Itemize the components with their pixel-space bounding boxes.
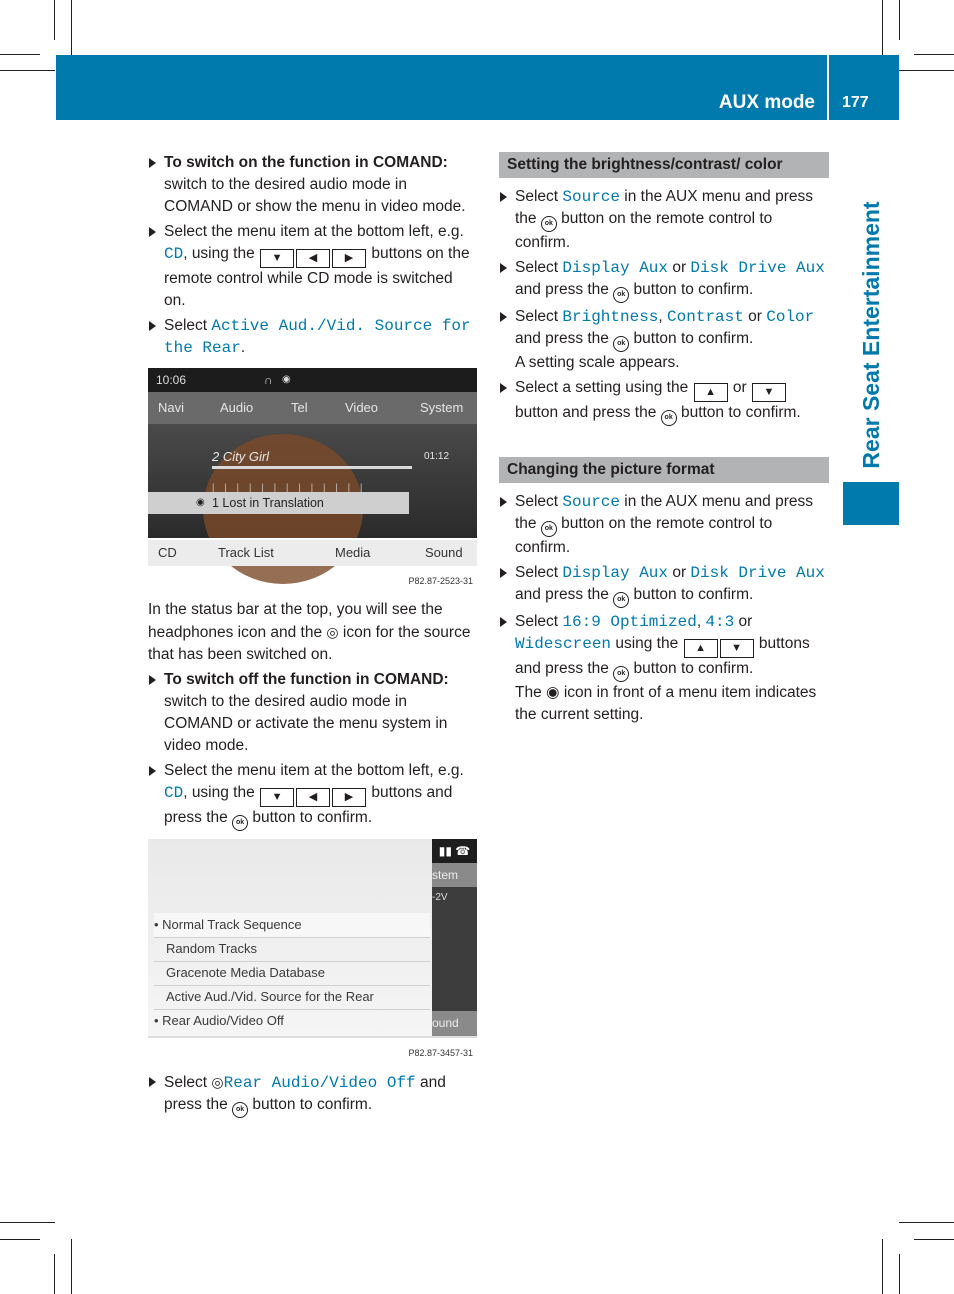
bottom-sound: Sound xyxy=(425,545,463,560)
up-key-icon: ▲ xyxy=(694,383,728,402)
screenshot-audio-cd xyxy=(148,368,477,588)
step-select-setting xyxy=(499,377,829,426)
crop-mark xyxy=(914,1239,954,1240)
step-select-source-2 xyxy=(499,491,829,559)
crop-mark xyxy=(899,0,900,40)
bottom-media: Media xyxy=(335,545,371,560)
menu-video: Video xyxy=(345,400,379,415)
step-text: button to confirm. xyxy=(629,586,754,603)
menu-item-widescreen: Widescreen xyxy=(515,635,612,653)
bottom-cd: CD xyxy=(158,545,177,560)
chapter-title: AUX mode xyxy=(718,92,815,113)
menu-active-source: Active Aud./Vid. Source for the Rear xyxy=(154,985,430,1010)
crop-mark xyxy=(71,1239,72,1294)
ok-button-icon: ok xyxy=(613,666,629,682)
ok-button-icon: ok xyxy=(541,521,557,537)
sound-tab-partial: ound xyxy=(432,1011,477,1036)
para-text: In the status bar at the top, you will see the headphones icon and the xyxy=(148,601,443,641)
background-partial: -2V xyxy=(432,887,477,1011)
step-switch-on xyxy=(148,152,478,218)
step-text: Select xyxy=(515,493,563,510)
step-text: button to confirm. xyxy=(629,281,754,298)
crop-mark xyxy=(54,0,55,40)
step-rear-audio-off xyxy=(148,1071,478,1118)
step-text: . xyxy=(240,339,246,356)
step-text: Select xyxy=(515,564,563,581)
progress-ticks: ||||||||||||| xyxy=(212,482,373,492)
phone-icon: ▮▮ ☎ xyxy=(432,839,477,863)
menu-normal-track-sequence: • Normal Track Sequence xyxy=(154,913,430,938)
menu-rear-audio-off: • Rear Audio/Video Off xyxy=(154,1013,284,1028)
crop-mark xyxy=(914,54,954,55)
page-header xyxy=(56,55,899,120)
menu-random-tracks: Random Tracks xyxy=(154,937,430,962)
crop-mark xyxy=(71,0,72,55)
left-key-icon: ◀ xyxy=(296,249,330,268)
section-heading-brightness: Setting the brightness/contrast/ color xyxy=(499,152,829,178)
page-number: 177 xyxy=(842,94,869,111)
ok-button-icon: ok xyxy=(613,336,629,352)
background-screen xyxy=(432,839,477,1036)
crop-mark xyxy=(0,1239,40,1240)
step-text: or xyxy=(734,613,753,630)
menu-item-source: Source xyxy=(562,188,620,206)
step-text: buttons on the remote control while CD mode is switched on. xyxy=(164,245,470,309)
chapter-tab xyxy=(843,482,899,525)
cd-menu-panel xyxy=(148,839,432,1036)
ok-button-icon: ok xyxy=(541,216,557,232)
crop-mark xyxy=(899,70,954,71)
header-divider xyxy=(827,55,829,120)
step-text: buttons and press the xyxy=(164,784,453,826)
step-select-source xyxy=(499,186,829,254)
step-text: Select the menu item at the bottom left, e.g. xyxy=(164,762,464,779)
system-tab-partial: stem xyxy=(432,863,477,887)
cd-status-icon: ◉ xyxy=(282,374,291,385)
step-text: in the AUX menu and press the xyxy=(515,493,814,532)
ok-button-icon: ok xyxy=(613,592,629,608)
menu-navi: Navi xyxy=(158,400,185,415)
headphones-icon: ∩ xyxy=(264,373,273,387)
section-heading-picture-format: Changing the picture format xyxy=(499,457,829,483)
left-key-icon: ◀ xyxy=(296,788,330,807)
ok-button-icon: ok xyxy=(232,815,248,831)
step-select-format xyxy=(499,611,829,726)
crop-mark xyxy=(54,1254,55,1294)
right-key-icon: ▶ xyxy=(332,788,366,807)
step-text: button to confirm. xyxy=(248,1096,373,1113)
step-text: Select a setting using the xyxy=(515,379,693,396)
ok-button-icon: ok xyxy=(661,410,677,426)
step-text: button on the remote control to confirm. xyxy=(515,210,773,251)
step-text: and press the xyxy=(515,330,614,347)
crop-mark xyxy=(0,1222,55,1223)
step-select-display-2 xyxy=(499,562,829,608)
step-select-brightness xyxy=(499,306,829,374)
step-text: in the AUX menu and press the xyxy=(515,188,814,227)
bottom-menu xyxy=(148,538,477,566)
clock: 10:06 xyxy=(156,373,187,387)
right-column xyxy=(499,152,829,729)
step-text: button to confirm. xyxy=(248,809,373,826)
menu-item-active-source: Active Aud./Vid. Source for the Rear xyxy=(164,317,471,357)
step-text: A setting scale appears. xyxy=(515,354,680,371)
menu-item-cd: CD xyxy=(164,245,184,263)
step-text: , xyxy=(696,613,706,630)
menu-item-cd: CD xyxy=(164,784,184,802)
sidebar-chapter-label: Rear Seat Entertainment xyxy=(858,201,884,469)
cd-icon: ◎ xyxy=(211,1074,224,1090)
step-text: or xyxy=(728,379,751,396)
step-text: and press the xyxy=(515,281,614,298)
menu-item-brightness: Brightness xyxy=(562,308,659,326)
current-track: 1 Lost in Translation xyxy=(212,496,324,510)
status-bar xyxy=(148,368,477,392)
left-column-lower xyxy=(148,599,478,834)
elapsed-time: 01:12 xyxy=(424,451,450,462)
crop-mark xyxy=(0,54,40,55)
step-text: switch to the desired audio mode in COMAND or show the menu in video mode. xyxy=(164,176,466,215)
step-heading: To switch off the function in COMAND: xyxy=(164,671,449,688)
main-menu xyxy=(148,392,477,424)
step-text: or xyxy=(668,564,691,581)
menu-item-16-9-optimized: 16:9 Optimized xyxy=(562,613,697,631)
crop-mark xyxy=(0,70,55,71)
divider xyxy=(148,1036,477,1038)
step-text: button to confirm. xyxy=(629,330,754,347)
step-text: and press the xyxy=(164,1074,446,1113)
menu-item-disk-drive-aux: Disk Drive Aux xyxy=(690,259,825,277)
figure-ref: P82.87-3457-31 xyxy=(408,1048,473,1058)
step-text: , xyxy=(658,308,668,325)
cd-icon: ◉ xyxy=(196,497,205,508)
down-key-icon: ▼ xyxy=(260,249,294,268)
menu-item-disk-drive-aux: Disk Drive Aux xyxy=(690,564,825,582)
step-text: button on the remote control to confirm. xyxy=(515,515,773,556)
para-text: icon for the source that has been switched on. xyxy=(148,624,471,663)
down-key-icon: ▼ xyxy=(752,383,786,402)
step-heading: To switch on the function in COMAND: xyxy=(164,154,448,171)
crop-mark xyxy=(882,0,883,55)
bottom-track-list: Track List xyxy=(218,545,274,560)
menu-tel: Tel xyxy=(291,400,308,415)
down-key-icon: ▼ xyxy=(720,639,754,658)
status-bar-note xyxy=(148,599,478,666)
menu-item-rear-audio-off: Rear Audio/Video Off xyxy=(223,1074,416,1092)
step-select-display xyxy=(499,257,829,303)
step-text: Select xyxy=(164,1074,212,1091)
progress-bar xyxy=(212,466,412,469)
figure-ref: P82.87-2523-31 xyxy=(408,576,473,586)
current-track-row xyxy=(148,492,409,514)
step-text: or xyxy=(743,308,767,325)
step-text: and press the xyxy=(515,586,614,603)
step-text: or xyxy=(668,259,691,276)
right-key-icon: ▶ xyxy=(332,249,366,268)
crop-mark xyxy=(899,1254,900,1294)
menu-audio: Audio xyxy=(220,400,254,415)
track-title: 2 City Girl xyxy=(212,449,270,464)
step-text: Select xyxy=(515,308,563,325)
step-select-cd-off xyxy=(148,760,478,831)
screenshot-cd-menu xyxy=(148,839,477,1059)
step-text: Select xyxy=(515,259,563,276)
menu-gracenote: Gracenote Media Database xyxy=(154,961,430,986)
step-text: button to confirm. xyxy=(629,660,754,677)
step-text: button and press the xyxy=(515,404,661,421)
ok-button-icon: ok xyxy=(613,287,629,303)
step-select-cd xyxy=(148,221,478,312)
player-body xyxy=(148,424,477,538)
ok-button-icon: ok xyxy=(232,1102,248,1118)
step-text: Select xyxy=(164,317,212,334)
menu-item-display-aux: Display Aux xyxy=(562,564,669,582)
step-text: The xyxy=(515,684,547,701)
left-column-bottom xyxy=(148,1071,478,1121)
left-column xyxy=(148,152,478,362)
up-key-icon: ▲ xyxy=(684,639,718,658)
step-text: buttons and press the xyxy=(515,635,810,677)
step-select-active-source xyxy=(148,315,478,359)
step-text: switch to the desired audio mode in COMAND or activate the menu system in video mode. xyxy=(164,693,448,754)
radio-selected-icon: ◉ xyxy=(546,684,560,701)
step-text: using the xyxy=(611,635,683,652)
menu-item-source: Source xyxy=(562,493,620,511)
menu-item-4-3: 4:3 xyxy=(705,613,735,631)
crop-mark xyxy=(882,1239,883,1294)
step-text: Select xyxy=(515,188,563,205)
menu-item-display-aux: Display Aux xyxy=(562,259,669,277)
step-text: icon in front of a menu item indicates the current setting. xyxy=(515,684,817,723)
menu-item-contrast: Contrast xyxy=(667,308,744,326)
menu-system: System xyxy=(420,400,464,415)
menu-item-color: Color xyxy=(766,308,815,326)
step-switch-off xyxy=(148,669,478,757)
step-text: , using the xyxy=(183,245,260,262)
step-text: , using the xyxy=(183,784,260,801)
step-text: button to confirm. xyxy=(676,404,801,421)
crop-mark xyxy=(899,1222,954,1223)
step-text: Select the menu item at the bottom left, e.g. xyxy=(164,223,464,240)
down-key-icon: ▼ xyxy=(260,788,294,807)
step-text: Select xyxy=(515,613,563,630)
cd-icon: ◎ xyxy=(326,624,339,640)
